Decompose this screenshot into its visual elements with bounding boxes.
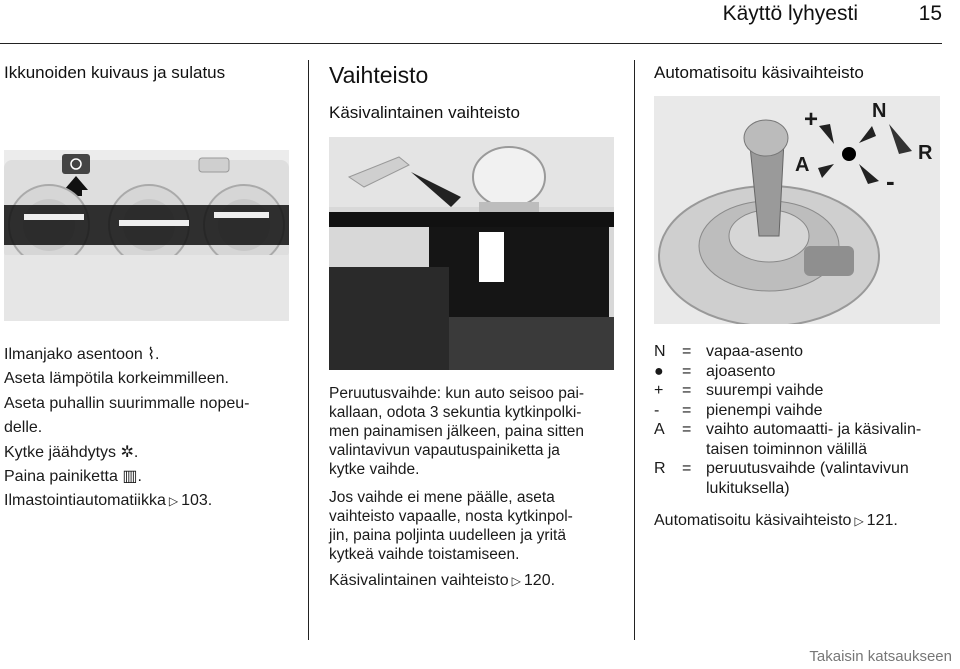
legend-key: - — [654, 401, 660, 419]
label-a: A — [795, 154, 810, 176]
instruction-temperature: Aseta lämpötila korkeimmilleen. — [4, 370, 229, 388]
label-minus: - — [886, 166, 895, 196]
legend-row: N = vapaa-asento — [654, 342, 944, 362]
legend-key: ● — [654, 362, 664, 380]
legend-row: ● = ajoasento — [654, 362, 944, 382]
column-divider-2 — [634, 60, 635, 640]
reverse-gear-paragraph: Peruutusvaihde: kun auto seisoo pai- kallaan, odota 3 sekuntia kytkinpolki- men painamisen jälkeen, paina sitten valintavivun vapautuspainiketta ja kytke vaihde. — [329, 385, 585, 478]
legend-key: + — [654, 382, 664, 399]
automated-transmission-reference: Automatisoitu käsivaihteisto ▷ 121. — [654, 512, 898, 529]
manual-transmission-reference: Käsivalintainen vaihteisto ▷ 120. — [329, 572, 556, 589]
page-reference-icon: ▷ — [168, 494, 179, 509]
legend-value: vaihto automaatti- ja käsivalin- taisen toiminnon välillä — [706, 421, 922, 458]
gear-legend — [654, 342, 944, 498]
section-title-transmission: Vaihteisto — [329, 62, 429, 88]
instruction-cooling: Kytke jäähdytys ✲. — [4, 443, 139, 461]
label-r: R — [918, 142, 933, 164]
legend-value: ajoasento — [706, 362, 776, 380]
legend-value: pienempi vaihde — [706, 401, 823, 419]
instruction-fan-2: delle. — [4, 419, 43, 437]
instruction-reference: Ilmastointiautomatiikka ▷ 103. — [4, 489, 299, 513]
rear-defrost-icon: ▥ — [122, 468, 138, 486]
label-n: N — [872, 100, 887, 122]
back-to-overview-link[interactable]: Takaisin katsaukseen — [809, 648, 952, 665]
automated-gearshift-illustration — [654, 96, 940, 324]
climate-control-illustration — [4, 150, 289, 321]
column-divider-1 — [308, 60, 309, 640]
page-number: 15 — [918, 2, 942, 25]
legend-key: R — [654, 460, 666, 477]
legend-key: A — [654, 421, 665, 438]
legend-row: A = vaihto automaatti- ja käsivalin- taisen toiminnon välillä — [654, 420, 944, 459]
header-rule — [0, 43, 942, 44]
legend-value: vapaa-asento — [706, 343, 803, 360]
legend-key: N — [654, 343, 666, 360]
legend-row: R = peruutusvaihde (valintavivun lukituksella) — [654, 459, 944, 498]
legend-value: suurempi vaihde — [706, 382, 824, 399]
windshield-airflow-icon: ⌇ — [147, 346, 156, 363]
legend-row: - = pienempi vaihde — [654, 401, 944, 421]
instruction-rear-defrost: Paina painiketta ▥. — [4, 468, 142, 486]
instruction-fan-1: Aseta puhallin suurimmalle nopeu- — [4, 394, 250, 412]
snowflake-icon: ✲ — [120, 443, 134, 461]
subsection-title-manual: Käsivalintainen vaihteisto — [329, 103, 520, 122]
section-title-automated-manual: Automatisoitu käsivaihteisto — [654, 63, 864, 82]
label-plus: + — [804, 106, 819, 133]
instruction-airflow: Ilmanjako asentoon ⌇. — [4, 346, 160, 363]
gear-retry-paragraph: Jos vaihde ei mene päälle, aseta vaihteisto vapaalle, nosta kytkinpol- jin, paina poljinta uudelleen ja yritä kytkeä vaihde toistamiseen. — [329, 489, 573, 563]
defrost-instructions — [4, 343, 299, 514]
legend-value: peruutusvaihde (valintavivun lukituksella) — [706, 460, 909, 497]
manual-gearshift-illustration — [329, 137, 614, 370]
page-reference-icon: ▷ — [511, 574, 521, 588]
section-title-defrost: Ikkunoiden kuivaus ja sulatus — [4, 63, 226, 82]
legend-row: + = suurempi vaihde — [654, 381, 944, 401]
page-reference-icon: ▷ — [854, 514, 864, 528]
chapter-title: Käyttö lyhyesti — [722, 2, 858, 25]
